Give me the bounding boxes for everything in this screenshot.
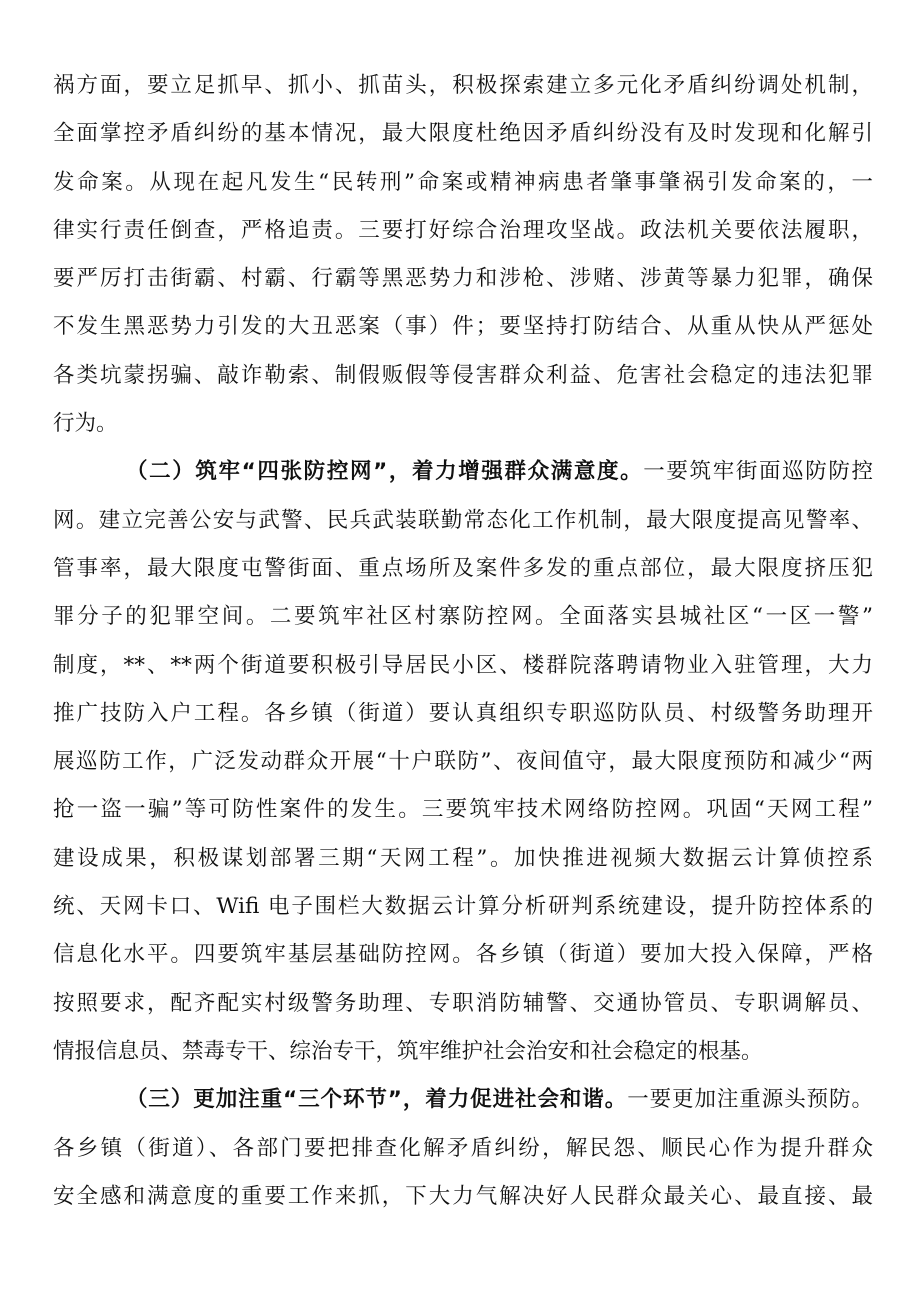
section-heading: （二）筑牢“四张防控网”，着力增强群众满意度。 [126, 459, 644, 485]
section-first-line [53, 448, 873, 496]
text-line: 不发生黑恶势力引发的大丑恶案（事）件；要坚持打防结合、从重从快从严惩处 [53, 314, 873, 340]
text-line: 各乡镇（街道）、各部门要把排查化解矛盾纠纷，解民怨、顺民心作为提升群众 [53, 1135, 873, 1161]
text-line: 安全感和满意度的重要工作来抓，下大力气解决好人民群众最关心、最直接、最 [53, 1183, 873, 1209]
section-heading: （三）更加注重“三个环节”，着力促进社会和谐。 [126, 1087, 628, 1113]
text-line: 各类坑蒙拐骗、敲诈勒索、制假贩假等侵害群众利益、危害社会稳定的违法犯罪 [53, 362, 873, 388]
text-line: 制度，**、**两个街道要积极引导居民小区、楼群院落聘请物业入驻管理，大力 [53, 652, 873, 678]
text-line: 情报信息员、禁毒专干、综治专干，筑牢维护社会治安和社会稳定的根基。 [53, 1038, 763, 1064]
text-line: 网。建立完善公安与武警、民兵武装联勤常态化工作机制，最大限度提高见警率、 [53, 507, 873, 533]
paragraph-2 [53, 448, 873, 1076]
section-first-text: 一要筑牢街面巡防防控 [643, 459, 873, 485]
text-line: 罪分子的犯罪空间。二要筑牢社区村寨防控网。全面落实县城社区“一区一警” [53, 604, 873, 630]
text-line: 律实行责任倒查，严格追责。三要打好综合治理攻坚战。政法机关要依法履职， [53, 217, 873, 243]
text-line: 抢一盗一骗”等可防性案件的发生。三要筑牢技术网络防控网。巩固“天网工程” [53, 797, 873, 823]
text-line: 按照要求，配齐配实村级警务助理、专职消防辅警、交通协管员、专职调解员、 [53, 990, 873, 1016]
text-line: 祸方面，要立足抓早、抓小、抓苗头，积极探索建立多元化矛盾纠纷调处机制， [53, 73, 873, 98]
text-line: 推广技防入户工程。各乡镇（街道）要认真组织专职巡防队员、村级警务助理开 [53, 700, 873, 726]
text-line: 全面掌控矛盾纠纷的基本情况，最大限度杜绝因矛盾纠纷没有及时发现和化解引 [53, 121, 873, 147]
paragraph-1 [53, 62, 873, 448]
text-line: 展巡防工作，广泛发动群众开展“十户联防”、夜间值守，最大限度预防和减少“两 [53, 749, 873, 775]
text-line: 要严厉打击街霸、村霸、行霸等黑恶势力和涉枪、涉赌、涉黄等暴力犯罪，确保 [53, 266, 873, 292]
text-line: 管事率，最大限度屯警街面、重点场所及案件多发的重点部位，最大限度挤压犯 [53, 555, 873, 581]
text-line: 行为。 [53, 411, 118, 437]
document-page [53, 62, 873, 1221]
text-line: 统、天网卡口、Wifi 电子围栏大数据云计算分析研判系统建设，提升防控体系的 [53, 894, 873, 920]
text-line: 信息化水平。四要筑牢基层基础防控网。各乡镇（街道）要加大投入保障，严格 [53, 942, 873, 968]
text-line: 发命案。从现在起凡发生“民转刑”命案或精神病患者肇事肇祸引发命案的，一 [53, 169, 873, 195]
paragraph-3 [53, 1076, 873, 1221]
text-line: 建设成果，积极谋划部署三期“天网工程”。加快推进视频大数据云计算侦控系 [53, 845, 873, 871]
section-first-text: 一要更加注重源头预防。 [627, 1087, 873, 1113]
section-first-line [53, 1076, 873, 1124]
